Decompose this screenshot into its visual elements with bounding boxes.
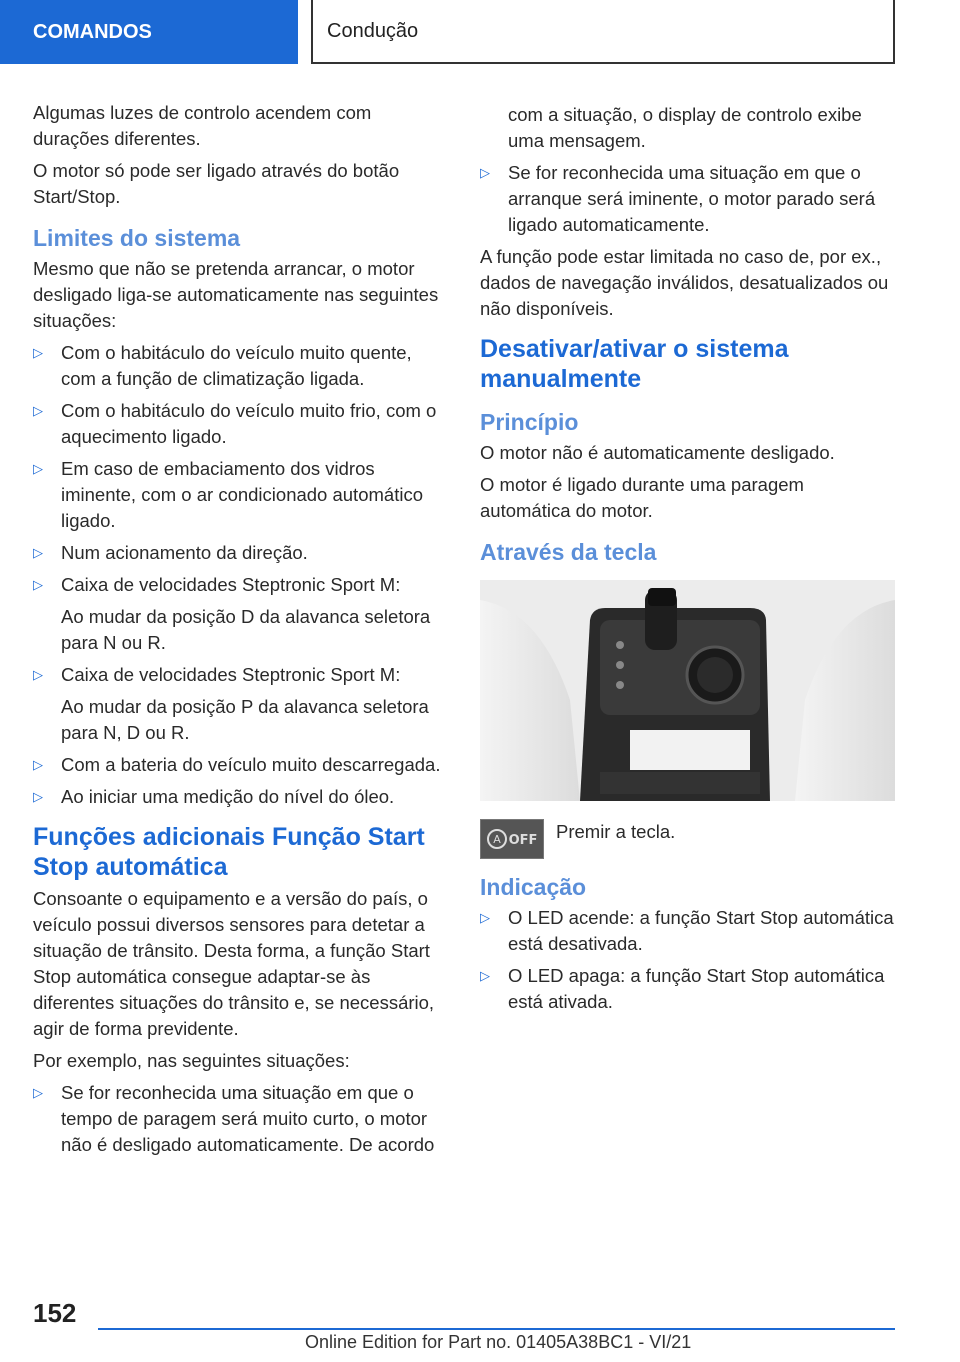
triangle-bullet-icon: ▷ <box>33 461 43 476</box>
heading-deactivate: Desativar/ativar o sistema manualmente <box>480 335 789 393</box>
triangle-bullet-icon: ▷ <box>33 545 43 560</box>
paragraph: O motor só pode ser ligado através do botão Start/Stop. <box>33 160 400 207</box>
paragraph: A função pode estar limitada no caso de, por ex., dados de navegação inválidos, desatualizados ou não disponíveis. <box>480 246 889 319</box>
heading-functions: Funções adicionais Função Start Stop automática <box>33 823 425 881</box>
bullet-list <box>480 905 896 1015</box>
list-continuation: com a situação, o display de controlo exibe uma mensagem. <box>508 104 862 151</box>
center-console-photo <box>480 580 895 801</box>
triangle-bullet-icon: ▷ <box>33 403 43 418</box>
triangle-bullet-icon: ▷ <box>480 910 490 925</box>
list-item <box>33 662 448 688</box>
key-instruction <box>480 819 896 859</box>
list-item <box>33 398 448 450</box>
bullet-list <box>33 340 448 598</box>
list-text: Com a bateria do veículo muito descarregada. <box>61 754 441 775</box>
list-item <box>33 1080 448 1158</box>
key-off-label: OFF <box>508 833 538 848</box>
list-continuation: Ao mudar da posição P da alavanca seletora para N, D ou R. <box>61 696 429 743</box>
section-label: COMANDOS <box>33 20 152 43</box>
right-column <box>480 102 896 1021</box>
chapter-label: Condução <box>327 19 419 42</box>
list-item <box>480 905 896 957</box>
list-item <box>33 456 448 534</box>
list-continuation: Ao mudar da posição D da alavanca seletora para N ou R. <box>61 606 431 653</box>
paragraph: Por exemplo, nas seguintes situações: <box>33 1050 350 1071</box>
bullet-list <box>33 662 448 688</box>
chapter-tab <box>311 0 895 64</box>
triangle-bullet-icon: ▷ <box>33 345 43 360</box>
list-text: Com o habitáculo do veículo muito quente, com a função de climatização ligada. <box>61 342 412 389</box>
paragraph: O motor é ligado durante uma paragem automática do motor. <box>480 474 804 521</box>
left-column <box>33 100 448 1164</box>
list-item <box>33 784 448 810</box>
triangle-bullet-icon: ▷ <box>480 968 490 983</box>
list-text: Se for reconhecida uma situação em que o arranque será iminente, o motor parado será ligado automaticamente. <box>508 162 876 235</box>
list-item <box>33 572 448 598</box>
section-tab <box>0 0 298 64</box>
edition-footer: Online Edition for Part no. 01405A38BC1 - VI/21 <box>305 1332 692 1352</box>
footer-divider <box>98 1328 895 1330</box>
list-item <box>33 540 448 566</box>
list-item <box>480 160 896 238</box>
triangle-bullet-icon: ▷ <box>33 789 43 804</box>
list-item <box>33 752 448 778</box>
list-text: Com o habitáculo do veículo muito frio, com o aquecimento ligado. <box>61 400 437 447</box>
list-item <box>33 340 448 392</box>
center-console-illustration <box>480 580 895 801</box>
list-text: Num acionamento da direção. <box>61 542 308 563</box>
paragraph: Consoante o equipamento e a versão do país, o veículo possui diversos sensores para detetar a situação de trânsito. Desta forma, a função Start Stop automática consegue adaptar-se às diferentes situações do trânsito e, se necessário, agir de forma previdente. <box>33 888 435 1039</box>
bullet-list <box>33 1080 448 1158</box>
heading-indication: Indicação <box>480 874 587 900</box>
heading-via-button: Através da tecla <box>480 539 657 565</box>
triangle-bullet-icon: ▷ <box>480 165 490 180</box>
list-text: Ao iniciar uma medição do nível do óleo. <box>61 786 395 807</box>
triangle-bullet-icon: ▷ <box>33 757 43 772</box>
paragraph: Algumas luzes de controlo acendem com durações diferentes. <box>33 102 372 149</box>
list-text: O LED apaga: a função Start Stop automática está ativada. <box>508 965 885 1012</box>
heading-limits: Limites do sistema <box>33 225 241 251</box>
list-text: Em caso de embaciamento dos vidros iminente, com o ar condicionado automático ligado. <box>61 458 423 531</box>
heading-principle: Princípio <box>480 409 579 435</box>
page-number: 152 <box>33 1298 77 1328</box>
triangle-bullet-icon: ▷ <box>33 1085 43 1100</box>
triangle-bullet-icon: ▷ <box>33 667 43 682</box>
list-item <box>480 963 896 1015</box>
paragraph: O motor não é automaticamente desligado. <box>480 442 835 463</box>
start-stop-off-key-icon <box>480 819 544 859</box>
list-text: Caixa de velocidades Steptronic Sport M: <box>61 574 401 595</box>
triangle-bullet-icon: ▷ <box>33 577 43 592</box>
auto-start-stop-off-icon <box>481 820 543 858</box>
bullet-list <box>33 752 448 810</box>
list-text: Caixa de velocidades Steptronic Sport M: <box>61 664 401 685</box>
svg-text:A: A <box>493 833 501 846</box>
bullet-list <box>480 160 896 238</box>
paragraph: Premir a tecla. <box>556 821 676 842</box>
list-text: Se for reconhecida uma situação em que o tempo de paragem será muito curto, o motor não é desligado automaticamente. De acordo <box>61 1082 435 1155</box>
list-text: O LED acende: a função Start Stop automática está desativada. <box>508 907 894 954</box>
paragraph: Mesmo que não se pretenda arrancar, o motor desligado liga-se automaticamente nas seguintes situações: <box>33 258 439 331</box>
